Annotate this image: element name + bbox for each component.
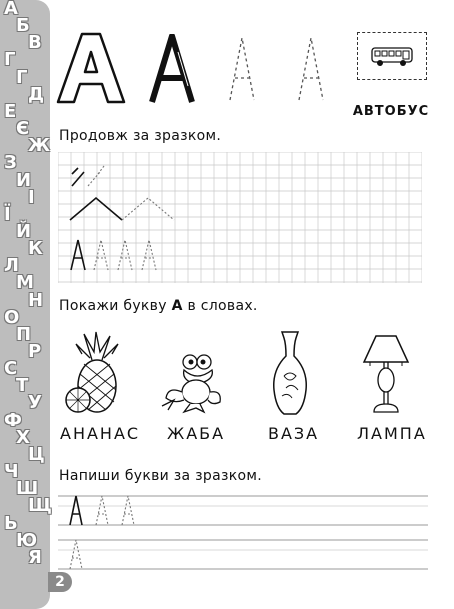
page-number: 2	[48, 572, 72, 592]
sidebar-letter: С	[4, 358, 18, 379]
sidebar-letter: Е	[4, 101, 17, 122]
sample-stroke	[72, 172, 84, 186]
sidebar-letter: И	[16, 170, 32, 191]
instruction-find-letter: Покажи букву А в словах.	[59, 298, 258, 314]
lamp-icon	[362, 334, 410, 416]
picture-card-word: АВТОБУС	[352, 104, 430, 119]
alphabet-sidebar	[0, 0, 50, 609]
sidebar-letter: Ь	[4, 513, 18, 534]
bus-icon	[370, 46, 414, 68]
handwriting-lines	[58, 492, 428, 578]
frog-icon	[160, 348, 224, 414]
sidebar-letter: Ц	[28, 444, 45, 465]
letter-a-outline	[56, 32, 126, 104]
sidebar-letter: Ї	[4, 204, 11, 225]
letter-a-dashed-2	[297, 36, 325, 102]
sidebar-letter: А	[4, 0, 18, 19]
word-pineapple: АНАНАС	[60, 424, 141, 443]
sidebar-letter: Ю	[16, 530, 38, 551]
sidebar-letter: К	[28, 238, 43, 259]
sidebar-letter: Є	[16, 118, 30, 139]
sidebar-letter: Х	[16, 427, 30, 448]
sidebar-letter: Д	[28, 84, 45, 105]
sample-stroke	[72, 168, 78, 174]
sidebar-letter: Ш	[16, 478, 39, 499]
trace-letter-a	[94, 240, 108, 270]
letter-a-dashed-1	[228, 36, 256, 102]
word-frog: ЖАБА	[167, 424, 226, 443]
sidebar-letter: Б	[16, 15, 30, 36]
sidebar-letter: Ф	[4, 410, 22, 431]
pineapple-icon	[62, 330, 130, 416]
instruction-continue-pattern: Продовж за зразком.	[59, 128, 222, 144]
sidebar-letter: В	[28, 32, 42, 53]
vase-icon	[270, 330, 310, 416]
letter-a-stroke-order	[148, 34, 196, 104]
picture-card	[357, 32, 427, 80]
sidebar-letter: І	[28, 187, 35, 208]
sample-letter-a	[71, 240, 85, 270]
sidebar-letter: О	[4, 307, 20, 328]
sidebar-letter: З	[4, 152, 17, 173]
sidebar-letter: Ж	[28, 135, 51, 156]
sidebar-letter: П	[16, 324, 32, 345]
sidebar-letter: М	[16, 272, 34, 293]
trace-letter-a	[118, 240, 132, 270]
sidebar-letter: Г	[4, 49, 16, 70]
sidebar-letter: Щ	[28, 495, 52, 516]
word-lamp: ЛАМПА	[357, 424, 427, 443]
sidebar-letter: Я	[28, 547, 42, 568]
writing-grid	[58, 152, 422, 283]
sidebar-letter: Ч	[4, 461, 19, 482]
sidebar-letter: Н	[28, 290, 44, 311]
sidebar-letter: У	[28, 392, 42, 413]
sidebar-letter: Й	[16, 221, 32, 242]
sidebar-letter: Г	[16, 67, 28, 88]
sidebar-letter: Т	[16, 375, 29, 396]
word-vase: ВАЗА	[268, 424, 320, 443]
instruction-write-letters: Напиши букви за зразком.	[59, 468, 262, 484]
trace-stroke	[98, 166, 104, 174]
sidebar-letter: Л	[4, 255, 19, 276]
sidebar-letter: Р	[28, 341, 42, 362]
